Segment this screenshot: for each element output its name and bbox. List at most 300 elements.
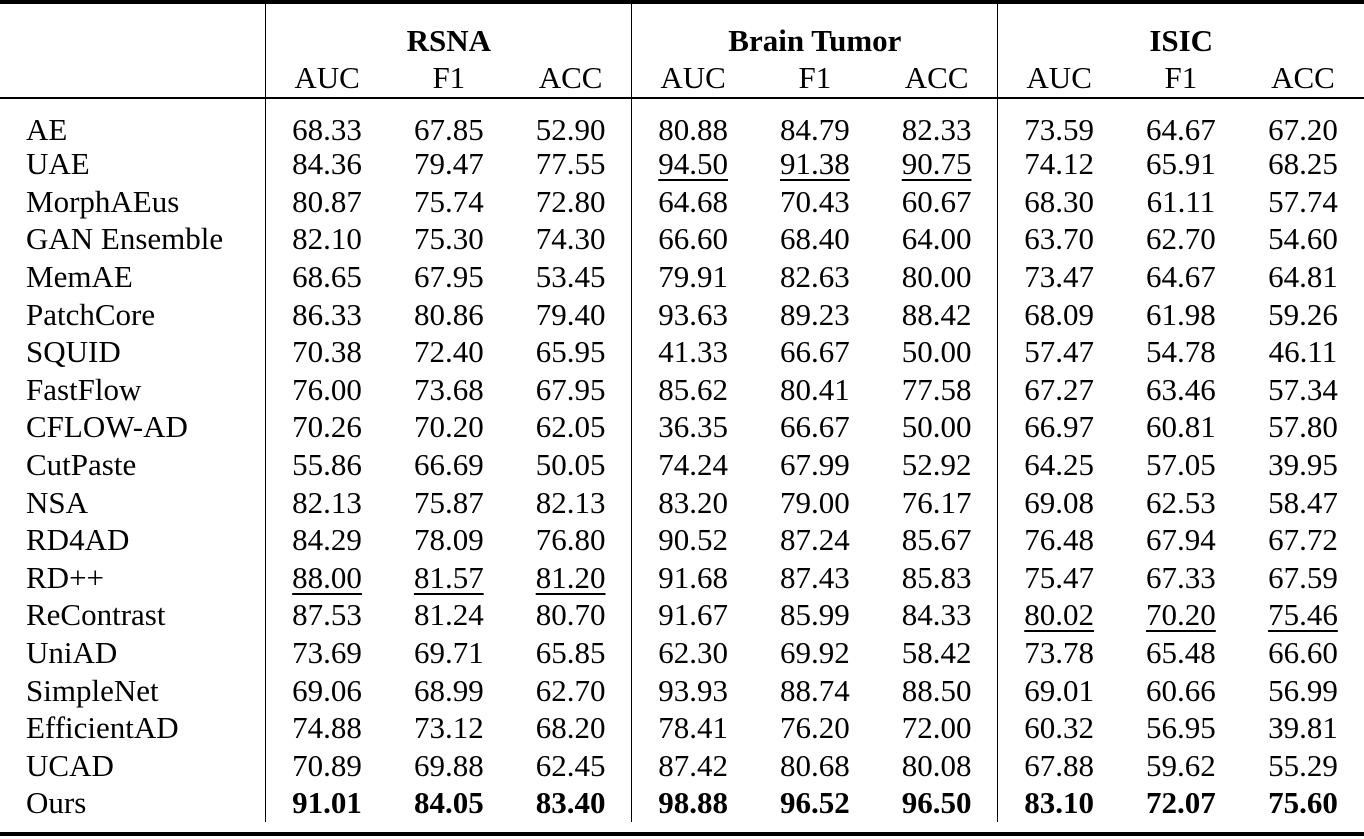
value-cell [1120, 408, 1242, 446]
metric-value: 64.68 [658, 183, 728, 219]
metric-value: 62.70 [535, 672, 606, 708]
value-cell [388, 483, 510, 521]
value-cell [1120, 709, 1242, 747]
metric-value: 85.99 [779, 597, 850, 633]
value-cell [754, 371, 876, 409]
metric-value: 69.06 [292, 672, 362, 708]
value-cell [998, 102, 1120, 145]
metric-value: 84.33 [901, 597, 972, 633]
value-cell [632, 295, 754, 333]
metric-header: AUC [632, 56, 754, 102]
metric-value: 93.93 [658, 672, 728, 708]
metric-value: 64.00 [901, 221, 972, 257]
metric-value: 66.97 [1024, 409, 1095, 445]
metric-value: 50.05 [535, 447, 606, 483]
value-cell [998, 145, 1120, 183]
metric-value: 67.99 [779, 447, 850, 483]
metric-value: 88.50 [901, 672, 972, 708]
bottom-rule [0, 832, 1364, 836]
method-header-spacer [0, 56, 266, 102]
metric-value: 80.00 [901, 259, 972, 295]
value-cell [388, 784, 510, 822]
metric-value: 56.99 [1268, 672, 1338, 708]
value-cell [388, 333, 510, 371]
method-name-cell: RD4AD [26, 522, 130, 558]
metric-value: 76.80 [535, 522, 606, 558]
value-cell [510, 521, 632, 559]
metric-value: 98.88 [658, 785, 728, 821]
metric-value: 75.30 [413, 221, 484, 257]
value-cell [1120, 102, 1242, 145]
table-row [0, 408, 1364, 446]
metric-value: 87.24 [779, 522, 850, 558]
metric-value: 65.48 [1146, 635, 1216, 671]
value-cell [510, 784, 632, 822]
value-cell [632, 634, 754, 672]
metric-value: 68.30 [1024, 183, 1095, 219]
metric-value: 57.74 [1268, 183, 1338, 219]
value-cell [1120, 596, 1242, 634]
metric-value: 64.25 [1024, 447, 1095, 483]
value-cell [632, 408, 754, 446]
metric-value: 70.20 [413, 409, 484, 445]
value-cell [1242, 521, 1364, 559]
value-cell [266, 295, 388, 333]
value-cell [754, 483, 876, 521]
metric-value: 69.08 [1024, 484, 1095, 520]
metric-value: 66.69 [413, 447, 484, 483]
metric-value: 80.02 [1024, 597, 1095, 633]
value-cell [266, 671, 388, 709]
value-cell [754, 671, 876, 709]
method-name-cell: RD++ [26, 559, 105, 595]
value-cell [510, 709, 632, 747]
metric-value: 67.33 [1146, 559, 1216, 595]
metric-value: 87.43 [779, 559, 850, 595]
value-cell [998, 295, 1120, 333]
metric-value: 79.40 [535, 296, 606, 332]
group-header-isic: ISIC [998, 0, 1364, 56]
method-name-cell: NSA [26, 484, 89, 520]
table-row [0, 483, 1364, 521]
metric-value: 67.88 [1024, 747, 1095, 783]
metric-value: 70.89 [292, 747, 362, 783]
value-cell [1242, 709, 1364, 747]
value-cell [998, 220, 1120, 258]
value-cell [754, 446, 876, 484]
value-cell [998, 709, 1120, 747]
metric-value: 80.86 [413, 296, 484, 332]
metric-value: 73.68 [413, 371, 484, 407]
value-cell [754, 596, 876, 634]
metric-value: 75.87 [413, 484, 484, 520]
value-cell [1120, 333, 1242, 371]
metric-value: 78.41 [658, 710, 728, 746]
metric-header: F1 [1164, 60, 1198, 95]
value-cell [632, 333, 754, 371]
value-cell [1242, 634, 1364, 672]
metric-value: 82.63 [779, 259, 850, 295]
value-cell [510, 371, 632, 409]
value-cell [998, 333, 1120, 371]
metric-value: 54.60 [1268, 221, 1338, 257]
table-row [0, 295, 1364, 333]
metric-value: 70.26 [292, 409, 362, 445]
value-cell [266, 446, 388, 484]
metric-value: 88.42 [901, 296, 972, 332]
metric-value: 83.40 [535, 785, 606, 821]
value-cell [510, 333, 632, 371]
metric-value: 36.35 [658, 409, 728, 445]
value-cell [1120, 483, 1242, 521]
metric-value: 46.11 [1268, 334, 1338, 370]
metric-value: 65.95 [535, 334, 606, 370]
metric-value: 76.00 [292, 371, 362, 407]
method-name-cell: SimpleNet [26, 672, 159, 708]
metric-value: 77.55 [535, 146, 606, 182]
value-cell [1242, 408, 1364, 446]
metric-value: 39.81 [1268, 710, 1338, 746]
metric-value: 82.13 [535, 484, 606, 520]
metric-value: 80.41 [779, 371, 850, 407]
metric-value: 70.20 [1146, 597, 1216, 633]
metric-value: 72.40 [413, 334, 484, 370]
value-cell [510, 671, 632, 709]
value-cell [388, 220, 510, 258]
table-row [0, 371, 1364, 409]
value-cell [388, 634, 510, 672]
metric-value: 91.38 [779, 146, 850, 182]
value-cell [388, 408, 510, 446]
method-name-cell: FastFlow [26, 371, 142, 407]
value-cell [510, 258, 632, 296]
value-cell [266, 183, 388, 221]
value-cell [388, 295, 510, 333]
metric-value: 72.00 [901, 710, 972, 746]
value-cell [754, 145, 876, 183]
metric-value: 61.11 [1146, 183, 1216, 219]
value-cell [266, 634, 388, 672]
value-cell [510, 634, 632, 672]
metric-value: 65.85 [535, 635, 606, 671]
metric-value: 73.47 [1024, 259, 1095, 295]
metric-value: 85.62 [658, 371, 728, 407]
value-cell [754, 709, 876, 747]
value-cell [266, 258, 388, 296]
metric-value: 89.23 [779, 296, 850, 332]
value-cell [266, 333, 388, 371]
value-cell [1242, 333, 1364, 371]
metric-value: 55.86 [292, 447, 362, 483]
metric-value: 74.24 [658, 447, 728, 483]
method-name-cell: UniAD [26, 635, 118, 671]
metric-value: 73.69 [292, 635, 362, 671]
metric-value: 91.01 [292, 785, 362, 821]
table-row [0, 634, 1364, 672]
value-cell [510, 747, 632, 785]
value-cell [632, 183, 754, 221]
metric-value: 73.12 [413, 710, 484, 746]
metric-value: 80.87 [292, 183, 362, 219]
metric-value: 59.62 [1146, 747, 1216, 783]
table-row [0, 102, 1364, 145]
value-cell [998, 258, 1120, 296]
value-cell [754, 408, 876, 446]
metric-value: 64.81 [1268, 259, 1338, 295]
value-cell [754, 220, 876, 258]
metric-value: 75.47 [1024, 559, 1095, 595]
value-cell [1242, 747, 1364, 785]
metric-value: 81.24 [413, 597, 484, 633]
metric-value: 62.30 [658, 635, 728, 671]
value-cell [388, 596, 510, 634]
table-row [0, 671, 1364, 709]
value-cell [1242, 671, 1364, 709]
method-name-cell: MemAE [26, 259, 133, 295]
metric-value: 57.80 [1268, 409, 1338, 445]
method-name-cell: CFLOW-AD [26, 409, 188, 445]
metric-value: 90.52 [658, 522, 728, 558]
value-cell [876, 709, 998, 747]
metric-value: 68.99 [413, 672, 484, 708]
method-name-cell: MorphAEus [26, 183, 180, 219]
metric-value: 83.20 [658, 484, 728, 520]
metric-value: 67.94 [1146, 522, 1216, 558]
method-name-cell: GAN Ensemble [26, 221, 224, 257]
value-cell [1120, 747, 1242, 785]
method-name-cell: ReContrast [26, 597, 166, 633]
method-name-cell: PatchCore [26, 296, 156, 332]
metric-value: 39.95 [1268, 447, 1338, 483]
metric-value: 82.33 [901, 112, 972, 147]
metric-value: 50.00 [901, 334, 972, 370]
value-cell [632, 784, 754, 822]
table-row [0, 220, 1364, 258]
value-cell [1120, 446, 1242, 484]
value-cell [632, 521, 754, 559]
metric-header: AUC [998, 56, 1120, 102]
metric-value: 79.00 [779, 484, 850, 520]
metric-header: ACC [538, 60, 603, 95]
table-row [0, 559, 1364, 597]
value-cell [754, 258, 876, 296]
method-header-cell [0, 0, 266, 56]
value-cell [388, 371, 510, 409]
metric-value: 72.80 [535, 183, 606, 219]
value-cell [1242, 371, 1364, 409]
metric-value: 58.47 [1268, 484, 1338, 520]
value-cell [266, 371, 388, 409]
metric-value: 67.85 [413, 112, 484, 147]
metric-value: 57.34 [1268, 371, 1338, 407]
metric-value: 68.20 [535, 710, 606, 746]
value-cell [1120, 634, 1242, 672]
value-cell [876, 784, 998, 822]
value-cell [754, 747, 876, 785]
metric-value: 94.50 [658, 146, 728, 182]
metric-value: 55.29 [1268, 747, 1338, 783]
value-cell [1242, 258, 1364, 296]
value-cell [1242, 102, 1364, 145]
method-name-cell: UCAD [26, 747, 114, 783]
dataset-header-row [0, 0, 1364, 56]
metric-value: 87.53 [292, 597, 362, 633]
value-cell [510, 220, 632, 258]
metric-value: 66.60 [1268, 635, 1338, 671]
metric-header: ACC [1271, 60, 1335, 95]
metric-value: 75.60 [1268, 785, 1338, 821]
metric-value: 75.74 [413, 183, 484, 219]
value-cell [876, 521, 998, 559]
metric-value: 52.92 [901, 447, 972, 483]
value-cell [754, 784, 876, 822]
metric-value: 60.32 [1024, 710, 1095, 746]
value-cell [998, 671, 1120, 709]
metric-value: 82.10 [292, 221, 362, 257]
value-cell [754, 634, 876, 672]
value-cell [388, 521, 510, 559]
metric-value: 79.47 [413, 146, 484, 182]
table-row [0, 747, 1364, 785]
table-row [0, 784, 1364, 822]
metric-value: 83.10 [1024, 785, 1095, 821]
value-cell [1242, 559, 1364, 597]
value-cell [998, 559, 1120, 597]
value-cell [266, 559, 388, 597]
value-cell [876, 446, 998, 484]
value-cell [266, 408, 388, 446]
value-cell [1120, 258, 1242, 296]
metric-value: 90.75 [901, 146, 972, 182]
value-cell [998, 483, 1120, 521]
value-cell [1120, 220, 1242, 258]
value-cell [266, 747, 388, 785]
metric-header: F1 [798, 60, 832, 95]
metric-value: 73.78 [1024, 635, 1095, 671]
table-row [0, 333, 1364, 371]
metric-value: 56.95 [1146, 710, 1216, 746]
metric-value: 74.12 [1024, 146, 1095, 182]
table-row [0, 709, 1364, 747]
metric-value: 69.92 [779, 635, 850, 671]
metric-value: 58.42 [901, 635, 972, 671]
value-cell [1242, 784, 1364, 822]
metric-value: 69.88 [413, 747, 484, 783]
metric-value: 67.20 [1268, 112, 1338, 147]
metric-value: 70.38 [292, 334, 362, 370]
method-name-cell: CutPaste [26, 447, 137, 483]
metric-value: 80.08 [901, 747, 972, 783]
metric-value: 68.40 [779, 221, 850, 257]
metric-value: 69.71 [413, 635, 484, 671]
table-row [0, 145, 1364, 183]
value-cell [1120, 371, 1242, 409]
table-row [0, 258, 1364, 296]
metric-value: 84.05 [413, 785, 484, 821]
value-cell [876, 634, 998, 672]
value-cell [998, 521, 1120, 559]
metric-value: 41.33 [658, 334, 728, 370]
metric-value: 80.68 [779, 747, 850, 783]
value-cell [1120, 784, 1242, 822]
value-cell [1120, 295, 1242, 333]
metric-value: 96.52 [779, 785, 850, 821]
value-cell [998, 446, 1120, 484]
value-cell [510, 145, 632, 183]
metric-value: 72.07 [1146, 785, 1216, 821]
value-cell [998, 371, 1120, 409]
metric-value: 62.70 [1146, 221, 1216, 257]
metric-value: 65.91 [1146, 146, 1216, 182]
metric-value: 69.01 [1024, 672, 1095, 708]
value-cell [876, 295, 998, 333]
table-row [0, 183, 1364, 221]
table-row [0, 446, 1364, 484]
value-cell [388, 559, 510, 597]
value-cell [632, 671, 754, 709]
metric-value: 60.66 [1146, 672, 1216, 708]
value-cell [876, 408, 998, 446]
group-header-rsna: RSNA [266, 0, 632, 56]
table-body [0, 102, 1364, 822]
value-cell [388, 258, 510, 296]
metric-value: 76.20 [779, 710, 850, 746]
metric-value: 63.70 [1024, 221, 1095, 257]
metric-value: 66.67 [779, 334, 850, 370]
metric-value: 73.59 [1024, 112, 1095, 147]
metric-value: 67.95 [535, 371, 606, 407]
method-name-cell: UAE [26, 146, 90, 182]
value-cell [998, 634, 1120, 672]
value-cell [388, 446, 510, 484]
value-cell [876, 596, 998, 634]
metric-value: 61.98 [1146, 296, 1216, 332]
metric-value: 84.36 [292, 146, 362, 182]
metric-value: 76.48 [1024, 522, 1095, 558]
value-cell [998, 784, 1120, 822]
value-cell [388, 671, 510, 709]
value-cell [754, 559, 876, 597]
metric-value: 62.53 [1146, 484, 1216, 520]
metric-value: 96.50 [901, 785, 972, 821]
value-cell [876, 220, 998, 258]
value-cell [1242, 145, 1364, 183]
metric-value: 77.58 [901, 371, 972, 407]
metric-value: 64.67 [1146, 259, 1216, 295]
table-row [0, 596, 1364, 634]
metric-value: 62.05 [535, 409, 606, 445]
value-cell [632, 483, 754, 521]
value-cell [876, 559, 998, 597]
method-name-cell: EfficientAD [26, 710, 179, 746]
value-cell [632, 258, 754, 296]
value-cell [632, 371, 754, 409]
metric-value: 85.83 [901, 559, 972, 595]
value-cell [510, 183, 632, 221]
value-cell [510, 596, 632, 634]
value-cell [388, 102, 510, 145]
metric-value: 68.65 [292, 259, 362, 295]
metric-header: F1 [432, 60, 466, 95]
table-header [0, 0, 1364, 102]
metric-value: 79.91 [658, 259, 728, 295]
metric-value: 68.33 [292, 112, 362, 147]
metric-value: 67.72 [1268, 522, 1338, 558]
method-name-cell: SQUID [26, 334, 121, 370]
value-cell [266, 521, 388, 559]
value-cell [1120, 671, 1242, 709]
value-cell [754, 333, 876, 371]
